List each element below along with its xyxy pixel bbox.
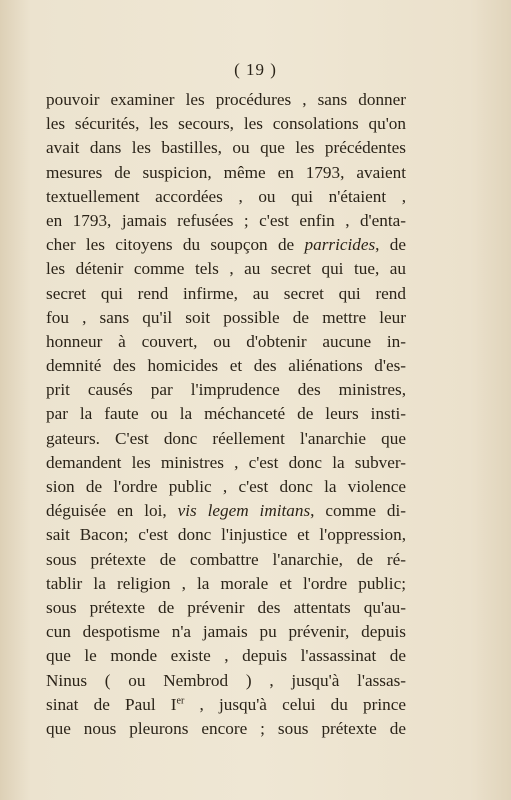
text-segment: sinat de Paul I bbox=[46, 694, 177, 714]
text-line: avait dans les bastilles, ou que les précédentes bbox=[46, 138, 406, 158]
italic-term: vis legem imitans bbox=[177, 501, 311, 521]
text-segment: , comme di- bbox=[310, 501, 406, 521]
text-segment: , de bbox=[375, 235, 406, 255]
superscript: er bbox=[176, 694, 185, 706]
page-number: ( 19 ) bbox=[234, 60, 277, 79]
text-line: textuellement accordées , ou qui n'étaient , bbox=[46, 186, 406, 206]
text-line: secret qui rend infirme, au secret qui rend bbox=[46, 283, 406, 303]
text-segment: , jusqu'à celui du prince bbox=[184, 694, 406, 714]
text-line: sous prétexte de combattre l'anarchie, de ré- bbox=[46, 549, 406, 569]
text-line: gateurs. C'est donc réellement l'anarchie que bbox=[46, 428, 406, 448]
text-line: Ninus ( ou Nembrod ) , jusqu'à l'assas- bbox=[46, 670, 406, 690]
text-line: que nous pleurons encore ; sous prétexte de bbox=[46, 718, 406, 738]
text-line: par la faute ou la méchanceté de leurs insti- bbox=[46, 404, 406, 424]
text-line: que le monde existe , depuis l'assassinat de bbox=[46, 646, 406, 666]
text-line bbox=[46, 499, 406, 523]
text-line: cun despotisme n'a jamais pu prévenir, depuis bbox=[46, 622, 406, 642]
text-line: sait Bacon; c'est donc l'injustice et l'oppression, bbox=[46, 525, 406, 545]
text-line: honneur à couvert, ou d'obtenir aucune in- bbox=[46, 331, 406, 351]
text-line: demnité des homicides et des aliénations d'es- bbox=[46, 356, 406, 376]
text-line bbox=[46, 693, 406, 717]
text-line: fou , sans qu'il soit possible de mettre leur bbox=[46, 307, 406, 327]
text-line: tablir la religion , la morale et l'ordre public; bbox=[46, 573, 406, 593]
text-line: les détenir comme tels , au secret qui tue, au bbox=[46, 259, 406, 279]
text-line bbox=[46, 233, 406, 257]
body-text bbox=[46, 88, 406, 741]
text-line: prit causés par l'imprudence des ministres, bbox=[46, 380, 406, 400]
text-line: sous prétexte de prévenir des attentats qu'au- bbox=[46, 597, 406, 617]
text-line: demandent les ministres , c'est donc la subver- bbox=[46, 452, 406, 472]
text-line: sion de l'ordre public , c'est donc la violence bbox=[46, 477, 406, 496]
text-line: en 1793, jamais refusées ; c'est enfin , d'enta- bbox=[46, 210, 406, 230]
text-line: les sécurités, les secours, les consolations qu'on bbox=[46, 114, 406, 134]
text-segment: déguisée en loi, bbox=[46, 501, 178, 521]
text-segment: cher les citoyens du soupçon de bbox=[46, 235, 305, 255]
text-line: mesures de suspicion, même en 1793, avaient bbox=[46, 162, 406, 182]
italic-term: parricides bbox=[304, 235, 376, 255]
text-line: pouvoir examiner les procédures , sans donner bbox=[46, 90, 406, 109]
